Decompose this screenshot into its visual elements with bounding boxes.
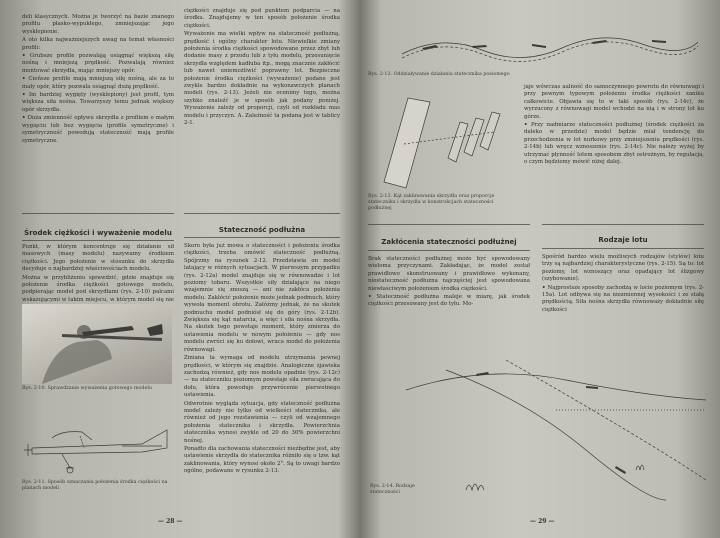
right-col-upper xyxy=(524,84,704,220)
bullet-item: • Najprostsze sposoby zachodzą w locie poziomym (rys. 2-15a). Lot odbywa się na niezmiennej wysokości i ze stałą prędkością. Siła nośna skrzydła równoważy dokładnie siłę ciężkości xyxy=(542,285,704,315)
paragraph: Spośród bardzo wielu możliwych rodzajów (stylów) lotu trzy są najbardziej charakterystyczne (rys. 2-15). Są to: lot poziomy, lot wznoszący oraz opadający lot ślizgowy (szybowanie). xyxy=(542,254,704,283)
figure-caption: Rys. 2-13. Kąt zaklinowania skrzydła oraz proporcje statecznika i skrzydła w konstrukcjach stateczności podłużnej xyxy=(368,194,495,212)
left-page xyxy=(8,0,348,538)
photo-model-balancing xyxy=(22,304,172,384)
paragraph: Skoro była już mowa o stateczności i położeniu środka ciężkości, trzeba omówić stateczność podłużną. Spójrzmy na rysunek 2-12. Przedstawia on model latający w różnych sytuacjach. W pierwszym przypadku (rys. 2-12a) model znajduje się w równowadze i lot poziomy tobaru. Wszystkie siły działające na niego wzajemnie się znoszą — ani nie zakłóca położenia modelu. Zakłócić położenie może jednak podmuch, który wywoła moment obrotu. Załóżmy jednak, że na skutek podmuchu model podniósł się do góry (rys. 2-12b). Zwiększa się kąt natarcia, a więc i siła nośna skrzydła. Na skutek tego powstaje moment, który zmierza do ustawienia modelu w nowym położeniu — gdy nos modelu zwróci się ku dołowi, wraca model do położenia równowagi. xyxy=(184,243,340,353)
bullet-item: • Im bardziej wygięty (wysklepiony) jest profil, tym większa siła nośna. Towarzyszy temu jednak większy opór skrzydła. xyxy=(22,92,174,114)
paragraph: jaje wówczas aalność do samoczynnego powrotu do równowagi i przy pewnym typowym położeniu środka ciężkości zaniku całkowicie. Objawia się to w taki sposób (rys. 2-14c), że wyrzucony z równowagi model wchodzi na nią i w strony lot ku górze. xyxy=(524,84,704,120)
section-heading: Stateczność podłużna xyxy=(218,226,306,234)
section-heading: Rodzaje lotu xyxy=(598,236,648,244)
bullet-item: • Duża zmienność opływu skrzydła z profilem o małym wygięciu lub bez wygięcia (profile symetryczne) i symetryczność powodują stateczność mają profile symetryczne. xyxy=(22,115,174,145)
divider xyxy=(542,248,704,249)
divider xyxy=(368,224,530,225)
paragraph: A oto kilka najważniejszych uwag na temat własności profili: xyxy=(22,37,174,51)
divider xyxy=(184,237,340,238)
bullet-item: • Przy nadmiarze stateczności podłużnej (środek ciężkości za daleko w przedzie) model będzie miał tendencję do przechodzenia w lot nurkowy przy zmniejszeniu prędkości (rys. 2-14b) lub wręcz wznoszenie (rys. 2-14c). Nie należy wyżej by utrzymać płynność lotem sposobem zbyt ostrożnym, by regulacja, o czym będziemy mówić niżej dalej. xyxy=(524,122,704,166)
divider xyxy=(368,250,530,251)
airplane-plan-diagram xyxy=(22,408,172,478)
paragraph: Ponadto dla zachowania stateczności niezbędne jest, aby ustawienie skrzydła do statecznika różniło się o tzw. kąt zaklinowania, który wynosi około 2°. Są to uwagi bardzo ogólne, podawane w rysunku 2-13. xyxy=(184,445,340,475)
figure-caption: Rys. 2-10. Sprawdzanie wyważenia gotowego modelu xyxy=(22,386,152,391)
section-heading: Środek ciężkości i wyważenie modelu xyxy=(24,229,172,237)
left-col1-top xyxy=(22,14,174,146)
right-col-lower-right xyxy=(542,254,704,336)
right-col-lower-left xyxy=(368,256,530,330)
paragraph: Wyważenie ma wielki wpływ na stateczność podłużną, prędkość i ogólny charakter lotu. Niewielkie zmiany położenia środka ciężkości spowodowane przez zbyt lub dodanie masy z przodu lub z tyłu modelu, przesunięcie skrzydła względem kadłuba itp., mogą znacznie zakłócić lub nawet uniemożliwić poprawny lot. Bezpieczne położenie środka ciężkości (wyważenie) podane jest zwykle bardzo dokładnie na wykonawczych planach modeli (rys. 2-13). Jeżeli nie ocenimy tego, można szybko znaleźć je w sposób jak podany poniżej. Wyważenie zależy od proporcji, czyli od rozkładu mas modelu i przyczyn. A. Zależność ta podana jest w tablicy 2-1. xyxy=(184,31,340,127)
paragraph: ciężkości znajduje się pod punktem podparcia — na środku. Znajdujemy w ten sposób położenie środka ciężkości. xyxy=(184,8,340,29)
divider xyxy=(542,224,704,225)
divider xyxy=(184,213,340,214)
paragraph: Punkt, w którym koncentruje się działanie sił masowych (masy modelu) nazywamy środkiem ciężkości. Jego położenie w stosunku do skrzydła decyduje o najbardziej właściwościach modelu. xyxy=(22,244,174,273)
paragraph: Zmiana ta wymaga od modelu utrzymania pewnej prędkości, w którym się znajdzie. Analogiczne zjawiska zachodzą również, gdy nos modelu opadnie (rys. 2-12c) — na stateczniku poziomym powstaje siła zwracająca do dołu, która powoduje przywrócenie pierwotnego ustawienia. xyxy=(184,355,340,399)
right-page xyxy=(366,0,712,538)
left-col1-bottom xyxy=(22,244,174,302)
model-sketch-graphic xyxy=(22,304,172,384)
figure-caption: Rys. 2-14. Rodzaje stateczności xyxy=(370,484,415,496)
bullet-item: • Stateczność podłużna maleje w miarę, jak środek ciężkości przesuwany jest do tyłu. Mo- xyxy=(368,294,530,309)
divider xyxy=(22,213,174,214)
bullet-item: • Cieńsze profile mają mniejszą siłę nośną, ale za to mały opór, który pozwala osiągnąć dużą prędkość. xyxy=(22,76,174,91)
figure-caption: Rys. 2-12. Oddziaływanie działania statecznika poziomego xyxy=(368,72,510,77)
divider xyxy=(22,240,174,241)
left-col2-top xyxy=(184,8,340,129)
left-col2-bottom xyxy=(184,243,340,515)
paragraph: deli klasycznych. Można je tworzyć na bazie znanego profilu płasko-wypukłego, zmniejszając jego wysklepienie. xyxy=(22,14,174,35)
paragraph: Odwrotnie wygląda sytuacja, gdy stateczność podłużna model zależy nie tylko od wielkości statecznika, ale również od jego rozstawienia — czyli od wzajemnego położenia statecznika i skrzydła. Powierzchnia statecznika wynosi zwykle od 20 do 30% powierzchni nośnej. xyxy=(184,400,340,444)
paragraph: Brak stateczności podłużnej może być spowodowany wieloma przyczynami. Zakładając, że model został prawidłowo skonstruowany i prawidłowo wykonany, niestateczność podłużna najczęściej jest spowodowana niewłaściwym położeniem środka ciężkości. xyxy=(368,256,530,292)
figure-caption: Rys. 2-11. Sposób oznaczania położenia środka ciężkości na planach modeli xyxy=(22,480,168,492)
flight-path-diagram xyxy=(402,24,698,72)
flight-types-diagram xyxy=(406,340,706,510)
page-number: — 28 — xyxy=(158,518,183,525)
section-heading: Zakłócenia stateczności podłużnej xyxy=(381,238,517,246)
paragraph: Można w przybliżeniu sprawdzić, gdzie znajduje się położenie środka ciężkości gotowego modelu, podpierając model pod skrzydłami (rys. 2-10) palcami wskazującymi w takim miejscu, w którym model się nie xyxy=(22,274,174,303)
wing-stabilizer-diagram xyxy=(374,92,510,192)
bullet-item: • Grubsze profile pozwalają osiągnąć większą siłę nośną i mniejszą prędkość. Pozwalają również montować skrzydła, mając mniejszy opór. xyxy=(22,53,174,75)
page-number: — 29 — xyxy=(530,518,555,525)
